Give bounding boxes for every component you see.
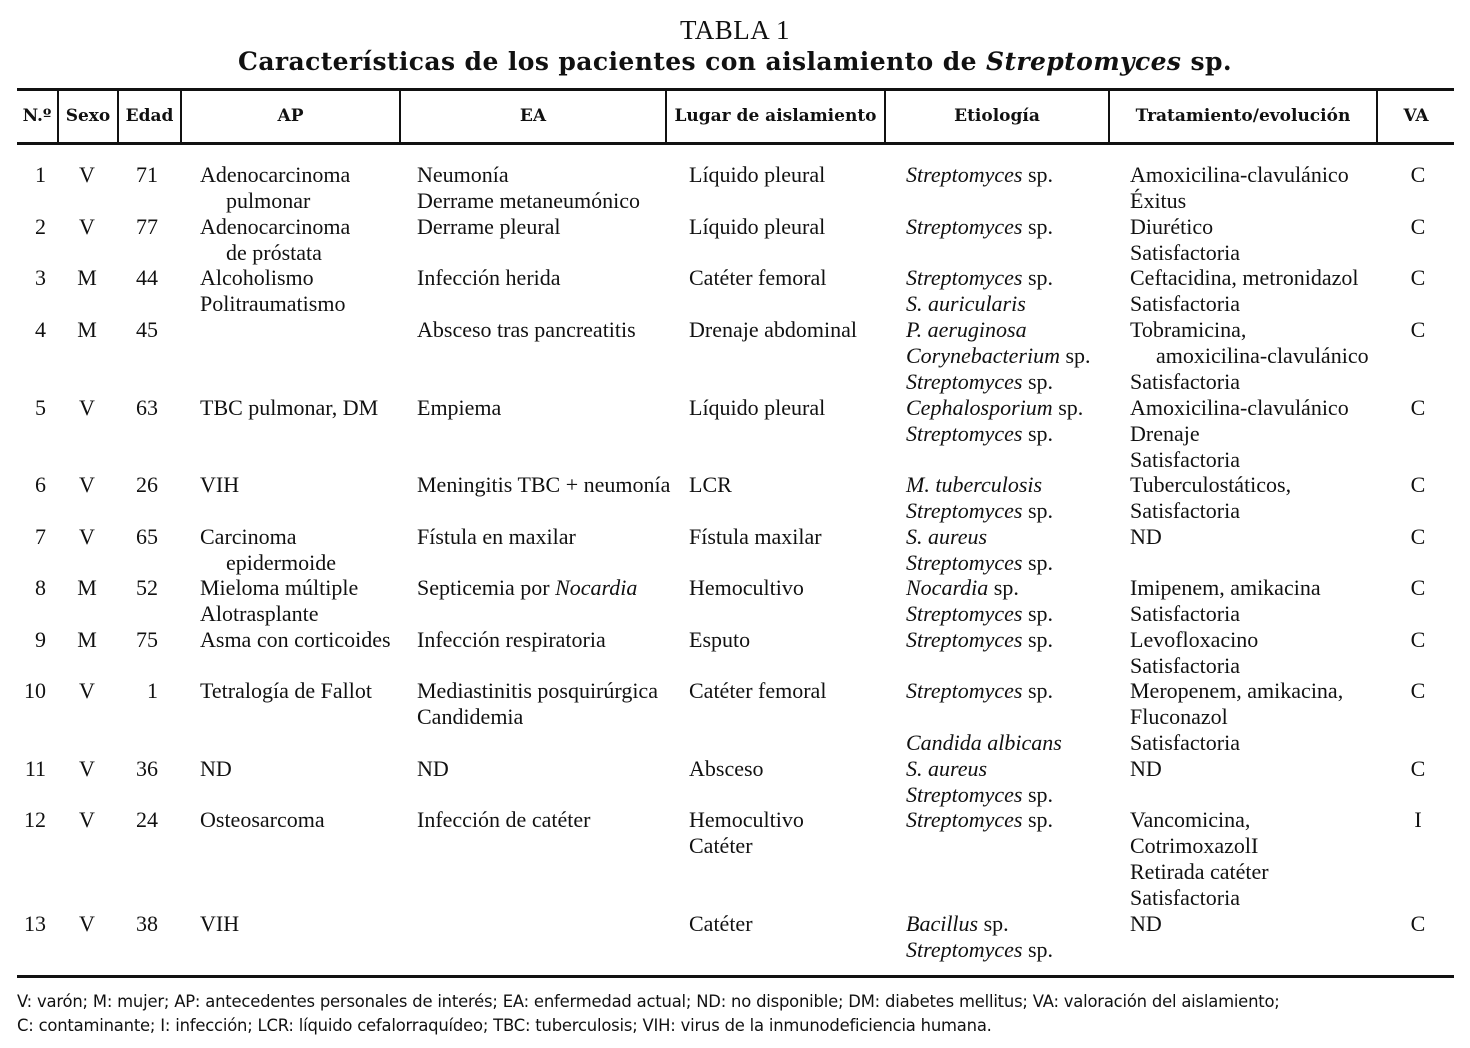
cell-ea: [417, 627, 677, 653]
cell-lugar: [689, 807, 889, 859]
cell-etiologia: [906, 807, 1116, 833]
cell-num: 10: [24, 678, 46, 703]
table-caption: [0, 46, 1470, 78]
cell-num: 13: [24, 911, 46, 936]
cell-line: ND: [1130, 524, 1162, 549]
cell-va: C: [1410, 265, 1426, 290]
cell-sexo: V: [79, 162, 95, 187]
cell-va: C: [1410, 911, 1426, 936]
organism-name: Streptomyces: [906, 214, 1023, 239]
cell-va: C: [1410, 214, 1426, 239]
header-num: N.º: [22, 106, 52, 126]
cell-line: Absceso tras pancreatitis: [417, 317, 636, 342]
footnote-line: V: varón; M: mujer; AP: antecedentes personales de interés; EA: enfermedad actual; ND: no disponible; DM: diabetes mellitus; VA: valoración del aislamiento;: [17, 992, 1280, 1011]
cell-line: Imipenem, amikacina: [1130, 575, 1321, 600]
bottom-rule: [17, 975, 1454, 978]
cell-line: Streptomyces sp.: [906, 550, 1054, 575]
cell-lugar: [689, 627, 889, 653]
cell-line: Carcinoma: [200, 524, 297, 549]
cell-tratamiento: [1130, 627, 1376, 679]
cell-num: 12: [24, 807, 46, 832]
cell-line: Líquido pleural: [689, 395, 826, 420]
cell-line: Hemocultivo: [689, 575, 804, 600]
cell-line: pulmonar: [226, 188, 311, 213]
cell-sexo: V: [79, 756, 95, 781]
cell-edad: 77: [136, 214, 158, 239]
cell-va: I: [1414, 807, 1422, 832]
cell-ea: [417, 807, 677, 833]
cell-va: C: [1410, 472, 1426, 497]
cell-edad: 65: [136, 524, 158, 549]
organism-name: Streptomyces: [906, 421, 1023, 446]
cell-lugar: [689, 524, 889, 550]
cell-lugar: [689, 756, 889, 782]
organism-name: Streptomyces: [906, 782, 1023, 807]
organism-name: M. tuberculosis: [906, 472, 1043, 497]
cell-line: Streptomyces sp.: [906, 807, 1054, 832]
organism-name: Streptomyces: [906, 937, 1023, 962]
footnote: [17, 990, 1457, 1038]
cell-line: ND: [200, 756, 232, 781]
cell-line: Cephalosporium sp.: [906, 395, 1084, 420]
cell-line: Streptomyces sp.: [906, 265, 1054, 290]
cell-line: Streptomyces sp.: [906, 421, 1054, 446]
cell-line: Infección de catéter: [417, 807, 591, 832]
organism-name: Candida albicans: [906, 730, 1062, 755]
cell-line: Streptomyces sp.: [906, 627, 1054, 652]
cell-sexo: M: [77, 575, 97, 600]
cell-line: amoxicilina-clavulánico: [1156, 343, 1369, 368]
cell-ap: [200, 807, 400, 833]
cell-num: 8: [35, 575, 46, 600]
cell-num: 9: [35, 627, 46, 652]
cell-line: [906, 317, 1116, 343]
cell-line: Líquido pleural: [689, 214, 826, 239]
cell-edad: 38: [136, 911, 158, 936]
organism-name: Streptomyces: [906, 601, 1023, 626]
cell-lugar: [689, 472, 889, 498]
cell-num: 5: [35, 395, 46, 420]
organism-name: Bacillus: [906, 911, 979, 936]
cell-line: Catéter femoral: [689, 678, 827, 703]
cell-tratamiento: [1130, 911, 1376, 937]
cell-line: VIH: [200, 472, 240, 497]
cell-sexo: V: [79, 911, 95, 936]
header-tratamiento: Tratamiento/evolución: [1135, 106, 1351, 126]
cell-etiologia: [906, 575, 1116, 627]
cell-line: Streptomyces sp.: [906, 601, 1054, 626]
cell-ea: [417, 678, 677, 730]
cell-lugar: [689, 678, 889, 704]
cell-line: VIH: [200, 911, 240, 936]
cell-line: Satisfactoria: [1130, 885, 1240, 910]
cell-etiologia: [906, 524, 1116, 576]
cell-edad: 75: [136, 627, 158, 652]
cell-etiologia: [906, 627, 1116, 653]
cell-tratamiento: [1130, 162, 1376, 214]
cell-line: [906, 730, 1116, 756]
organism-name: S. auricularis: [906, 291, 1026, 316]
cell-ap: [200, 756, 400, 782]
cell-num: 11: [24, 756, 46, 781]
organism-name: Nocardia: [906, 575, 989, 600]
cell-edad: 63: [136, 395, 158, 420]
cell-line: Streptomyces sp.: [906, 214, 1054, 239]
cell-line: Satisfactoria: [1130, 653, 1240, 678]
cell-va: C: [1410, 678, 1426, 703]
cell-line: Tobramicina,: [1130, 317, 1247, 342]
organism-name: Streptomyces: [906, 807, 1023, 832]
cell-lugar: [689, 575, 889, 601]
caption-suffix: sp.: [1190, 47, 1232, 76]
cell-ea: [417, 395, 677, 421]
cell-line: [906, 524, 1116, 550]
cell-line: Satisfactoria: [1130, 369, 1240, 394]
organism-name: Streptomyces: [906, 678, 1023, 703]
cell-line: Neumonía: [417, 162, 509, 187]
cell-num: 4: [35, 317, 46, 342]
header-ea: EA: [519, 106, 547, 126]
cell-line: ND: [417, 756, 449, 781]
cell-tratamiento: [1130, 395, 1376, 473]
cell-edad: 52: [136, 575, 158, 600]
cell-line: Vancomicina,: [1130, 807, 1251, 832]
cell-line: Esputo: [689, 627, 751, 652]
organism-name: S. aureus: [906, 756, 988, 781]
cell-lugar: [689, 395, 889, 421]
cell-line: Drenaje: [1130, 421, 1200, 446]
caption-prefix: Características de los pacientes con aislamiento de: [238, 47, 977, 76]
cell-tratamiento: [1130, 472, 1376, 524]
cell-tratamiento: [1130, 265, 1376, 317]
cell-line: Infección respiratoria: [417, 627, 606, 652]
caption-italic: Streptomyces: [986, 47, 1182, 76]
cell-tratamiento: [1130, 756, 1376, 782]
cell-line: Meropenem, amikacina,: [1130, 678, 1344, 703]
cell-line: Catéter: [689, 833, 753, 858]
cell-line: [906, 756, 1116, 782]
cell-sexo: M: [77, 317, 97, 342]
cell-line: Bacillus sp.: [906, 911, 1009, 936]
cell-lugar: [689, 265, 889, 291]
cell-line: Streptomyces sp.: [906, 498, 1054, 523]
cell-line: Drenaje abdominal: [689, 317, 857, 342]
cell-line: TBC pulmonar, DM: [200, 395, 379, 420]
cell-line: Derrame metaneumónico: [417, 188, 640, 213]
cell-line: Tetralogía de Fallot: [200, 678, 372, 703]
cell-num: 2: [35, 214, 46, 239]
cell-ea: [417, 265, 677, 291]
cell-line: Corynebacterium sp.: [906, 343, 1091, 368]
cell-etiologia: [906, 756, 1116, 808]
cell-sexo: V: [79, 214, 95, 239]
cell-line: Diurético: [1130, 214, 1214, 239]
cell-line: epidermoide: [226, 550, 336, 575]
cell-ea: [417, 317, 677, 343]
cell-sexo: V: [79, 807, 95, 832]
cell-va: C: [1410, 756, 1426, 781]
cell-line: de próstata: [226, 240, 322, 265]
cell-line: Amoxicilina-clavulánico: [1130, 162, 1349, 187]
cell-line: LCR: [689, 472, 732, 497]
cell-etiologia: [906, 395, 1116, 447]
cell-ap: [200, 575, 400, 627]
cell-lugar: [689, 214, 889, 240]
cell-line: Retirada catéter: [1130, 859, 1269, 884]
cell-line: Satisfactoria: [1130, 291, 1240, 316]
cell-ea: [417, 214, 677, 240]
cell-etiologia: [906, 911, 1116, 963]
cell-line: Adenocarcinoma: [200, 214, 351, 239]
cell-line: [906, 291, 1116, 317]
cell-sexo: V: [79, 678, 95, 703]
cell-va: C: [1410, 317, 1426, 342]
cell-etiologia: [906, 472, 1116, 524]
organism-name: Streptomyces: [906, 627, 1023, 652]
cell-line: CotrimoxazolI: [1130, 833, 1259, 858]
cell-num: 7: [35, 524, 46, 549]
cell-line: Amoxicilina-clavulánico: [1130, 395, 1349, 420]
cell-num: 6: [35, 472, 46, 497]
organism-name: Streptomyces: [906, 498, 1023, 523]
cell-line: Ceftacidina, metronidazol: [1130, 265, 1359, 290]
cell-ea: [417, 524, 677, 550]
cell-va: C: [1410, 524, 1426, 549]
cell-edad: 36: [136, 756, 158, 781]
header-lugar: Lugar de aislamiento: [674, 106, 877, 126]
organism-name: Corynebacterium: [906, 343, 1060, 368]
organism-name: Streptomyces: [906, 265, 1023, 290]
cell-va: C: [1410, 162, 1426, 187]
cell-line: Líquido pleural: [689, 162, 826, 187]
cell-line: Mediastinitis posquirúrgica: [417, 678, 658, 703]
cell-edad: 1: [147, 678, 158, 703]
cell-line: Satisfactoria: [1130, 498, 1240, 523]
cell-line: Fístula maxilar: [689, 524, 822, 549]
cell-line: Levofloxacino: [1130, 627, 1259, 652]
cell-ap: [200, 678, 400, 704]
cell-edad: 44: [136, 265, 158, 290]
cell-sexo: M: [77, 265, 97, 290]
cell-lugar: [689, 911, 889, 937]
cell-tratamiento: [1130, 807, 1376, 911]
cell-line: Fluconazol: [1130, 704, 1228, 729]
cell-ea: [417, 756, 677, 782]
header-ap: AP: [277, 106, 304, 126]
cell-tratamiento: [1130, 575, 1376, 627]
cell-line: Septicemia por Nocardia: [417, 575, 638, 600]
cell-sexo: M: [77, 627, 97, 652]
organism-name: S. aureus: [906, 524, 988, 549]
cell-line: Mieloma múltiple: [200, 575, 359, 600]
organism-name: P. aeruginosa: [906, 317, 1027, 342]
header-etiologia: Etiología: [954, 106, 1040, 126]
organism-name: Cephalosporium: [906, 395, 1053, 420]
cell-line: Streptomyces sp.: [906, 937, 1054, 962]
cell-line: Streptomyces sp.: [906, 678, 1054, 703]
cell-line: Hemocultivo: [689, 807, 804, 832]
cell-ap: [200, 395, 400, 421]
cell-edad: 71: [136, 162, 158, 187]
cell-line: Candidemia: [417, 704, 524, 729]
organism-name: Streptomyces: [906, 369, 1023, 394]
cell-etiologia: [906, 265, 1116, 317]
cell-line: ND: [1130, 911, 1162, 936]
cell-line: Satisfactoria: [1130, 240, 1240, 265]
cell-line: Tuberculostáticos,: [1130, 472, 1292, 497]
cell-line: Catéter: [689, 911, 753, 936]
header-va: VA: [1403, 106, 1429, 126]
cell-line: Satisfactoria: [1130, 601, 1240, 626]
cell-ap: [200, 911, 400, 937]
cell-line: Asma con corticoides: [200, 627, 391, 652]
cell-edad: 24: [136, 807, 158, 832]
cell-ap: [200, 524, 400, 576]
cell-num: 3: [35, 265, 46, 290]
cell-line: Empiema: [417, 395, 502, 420]
header-sexo: Sexo: [65, 106, 111, 126]
cell-etiologia: [906, 214, 1116, 240]
cell-edad: 45: [136, 317, 158, 342]
table-number: TABLA 1: [679, 15, 791, 45]
cell-tratamiento: [1130, 524, 1376, 550]
cell-line: ND: [1130, 756, 1162, 781]
cell-ea: [417, 575, 677, 601]
header-rule: [17, 142, 1454, 145]
cell-ap: [200, 627, 400, 653]
cell-ap: [200, 162, 400, 214]
table-title: [0, 14, 1470, 78]
cell-etiologia: [906, 317, 1116, 395]
cell-va: C: [1410, 395, 1426, 420]
cell-ea: [417, 472, 677, 498]
cell-line: Fístula en maxilar: [417, 524, 576, 549]
cell-line: Catéter femoral: [689, 265, 827, 290]
cell-lugar: [689, 162, 889, 188]
cell-va: C: [1410, 575, 1426, 600]
cell-line: Meningitis TBC + neumonía: [417, 472, 671, 497]
cell-line: Streptomyces sp.: [906, 162, 1054, 187]
cell-line: Éxitus: [1130, 188, 1187, 213]
cell-line: Infección herida: [417, 265, 561, 290]
cell-ap: [200, 265, 400, 317]
cell-ea: [417, 162, 677, 214]
cell-num: 1: [35, 162, 46, 187]
footnote-line: C: contaminante; I: infección; LCR: líquido cefalorraquídeo; TBC: tuberculosis; VIH: virus de la inmunodeficiencia humana.: [17, 1016, 992, 1035]
header-edad: Edad: [125, 106, 174, 126]
cell-line: Absceso: [689, 756, 764, 781]
cell-etiologia: [906, 162, 1116, 188]
organism-name: Streptomyces: [906, 162, 1023, 187]
cell-sexo: V: [79, 395, 95, 420]
cell-line: Derrame pleural: [417, 214, 561, 239]
cell-line: Alcoholismo: [200, 265, 314, 290]
cell-etiologia: [906, 678, 1116, 756]
cell-line: Streptomyces sp.: [906, 369, 1054, 394]
cell-line: Adenocarcinoma: [200, 162, 351, 187]
italic-term: Nocardia: [555, 575, 638, 600]
cell-va: C: [1410, 627, 1426, 652]
cell-lugar: [689, 317, 889, 343]
cell-line: [906, 704, 1116, 730]
cell-line: Alotrasplante: [200, 601, 319, 626]
cell-tratamiento: [1130, 317, 1376, 395]
cell-line: Politraumatismo: [200, 291, 346, 316]
cell-sexo: V: [79, 472, 95, 497]
cell-line: Streptomyces sp.: [906, 782, 1054, 807]
cell-sexo: V: [79, 524, 95, 549]
cell-tratamiento: [1130, 214, 1376, 266]
organism-name: Streptomyces: [906, 550, 1023, 575]
cell-line: Nocardia sp.: [906, 575, 1019, 600]
cell-edad: 26: [136, 472, 158, 497]
cell-line: Satisfactoria: [1130, 730, 1240, 755]
cell-tratamiento: [1130, 678, 1376, 756]
cell-ap: [200, 214, 400, 266]
cell-line: [906, 472, 1116, 498]
cell-ap: [200, 472, 400, 498]
cell-line: Satisfactoria: [1130, 447, 1240, 472]
cell-line: Osteosarcoma: [200, 807, 325, 832]
